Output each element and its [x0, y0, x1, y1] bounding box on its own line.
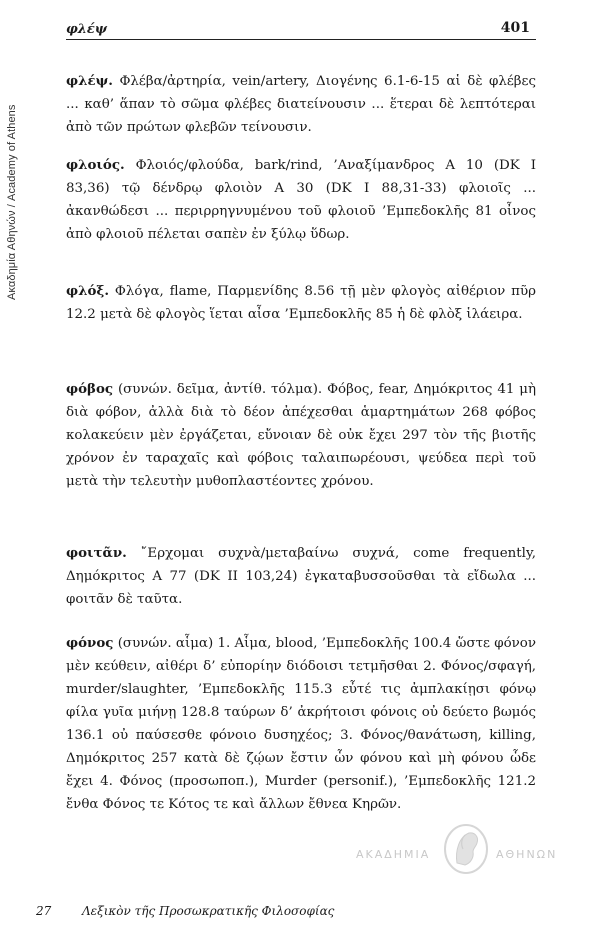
entry-phoitan [66, 542, 536, 611]
entry-phloios [66, 154, 536, 246]
entry-headword: φλοιός. [66, 157, 125, 173]
entry-text: (συνών. δεῖμα, ἀντίθ. τόλμα). Φόβος, fear, Δημόκριτος 41 μὴ διὰ φόβον, ἀλλὰ διὰ τὸ δέον ἀπέχεσθαι ἁμαρτημάτων 268 φόβος κολακεύειν μὲν ἐργάζεται, εὔνοιαν δὲ οὐκ ἔχει 297 τὸν τῆς βιοτῆς χρόνον ἐν ταραχαῖς καὶ φόβοις ταλαιπωρέουσι, ψεύδεα περὶ τοῦ μετὰ τὴν τελευτὴν μυθοπλαστέοντες χρόνου. [66, 382, 536, 489]
entry-headword: φλόξ. [66, 283, 110, 299]
entry-text: (συνών. αἷμα) 1. Αἷμα, blood, ’Εμπεδοκλῆς 100.4 ὥστε φόνον μὲν κεύθειν, αἰθέρι δ’ εὐπορίην διόδοισι τετμῆσθαι 2. Φόνος/σφαγή, murder/slaughter, ’Εμπεδοκλῆς 115.3 εὖτέ τις ἀμπλακίῃσι φόνῳ φίλα γυῖα μιήνῃ 128.8 ταύρων δ’ ἀκρήτοισι φόνοις οὐ δεύετο βωμός 136.1 οὐ παύσεσθε φόνοιο δυσηχέος; 3. Φόνος/θανάτωση, killing, Δημόκριτος 257 κατὰ δὲ ζῴων ἔστιν ὧν φόνου καὶ μὴ φόνου ὧδε ἔχει 4. Φόνος (προσωποπ.), Murder (personif.), ’Εμπεδοκλῆς 121.2 ἔνθα Φόνος τε Κότος τε καὶ ἄλλων ἔθνεα Κηρῶν. [66, 636, 536, 812]
entry-phobos [66, 378, 536, 493]
seal-text-right: ΑΘΗΝΩΝ [496, 848, 558, 861]
running-head-word: φλέψ [66, 22, 108, 37]
entry-headword: φόβος [66, 381, 114, 397]
entry-text: Φλέβα/ἀρτηρία, vein/artery, Διογένης 6.1-6-15 αἱ δὲ φλέβες ... καθ’ ἅπαν τὸ σῶμα φλέβες διατείνουσιν ... ἕτεραι δὲ λεπτότεραι ἀπὸ τῶν πρώτων φλεβῶν τείνουσιν. [66, 74, 536, 135]
entry-headword: φοιτᾶν. [66, 545, 127, 561]
page-number: 401 [500, 20, 530, 36]
academy-seal-icon [443, 823, 489, 875]
page-footer [36, 904, 506, 922]
footer-signature-number: 27 [36, 904, 52, 918]
header-rule [66, 39, 536, 40]
entry-phonos [66, 632, 536, 816]
entry-text: Φλόγα, flame, Παρμενίδης 8.56 τῇ μὲν φλογὸς αἰθέριον πῦρ 12.2 μετὰ δὲ φλογὸς ἵεται αἶσα ’Εμπεδοκλῆς 85 ἡ δὲ φλὸξ ἱλάειρα. [66, 284, 536, 322]
entry-phlox [66, 280, 536, 326]
entry-headword: φλέψ. [66, 73, 113, 89]
footer-book-title: Λεξικὸν τῆς Προσωκρατικῆς Φιλοσοφίας [82, 904, 335, 918]
side-watermark: Ακαδημία Αθηνών / Academy of Athens [6, 104, 18, 300]
entry-text: Φλοιός/φλούδα, bark/rind, ’Αναξίμανδρος A 10 (DK I 83,36) τῷ δένδρῳ φλοιὸν A 30 (DK I 88,31-33) φλοιοῖς ... ἀκανθώδεσι ... περιρρηγνυμένου τοῦ φλοιοῦ ’Εμπεδοκλῆς 81 οἶνος ἀπὸ φλοιοῦ πέλεται σαπὲν ἐν ξύλῳ ὕδωρ. [66, 158, 536, 242]
entry-phleps [66, 70, 536, 139]
seal-text-left: ΑΚΑΔΗΜΙΑ [356, 848, 431, 861]
entry-headword: φόνος [66, 635, 114, 651]
entry-text: ῎Ερχομαι συχνὰ/μεταβαίνω συχνά, come frequently, Δημόκριτος A 77 (DK II 103,24) ἐγκαταβυσσοῦσθαι τὰ εἴδωλα ... φοιτᾶν δὲ ταῦτα. [66, 546, 536, 607]
page-header [66, 18, 530, 38]
